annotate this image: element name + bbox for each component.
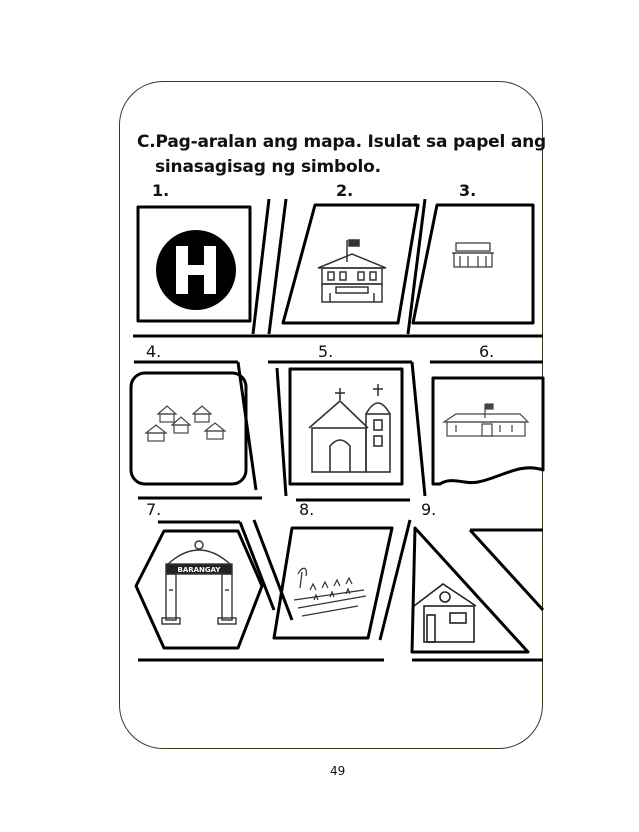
road-line [253, 199, 269, 334]
item-number-3: 3. [459, 181, 477, 200]
instruction-line-2: sinasagisag ng simbolo. [155, 157, 381, 177]
house-icon [414, 584, 476, 642]
item-number-9: 9. [421, 500, 437, 519]
houses-icon [146, 406, 225, 441]
barangay-arch-icon [162, 541, 236, 624]
box-9 [412, 528, 528, 652]
instruction-line-1: Pag-aralan ang mapa. Isulat sa papel ang [155, 132, 546, 152]
box-2 [283, 205, 418, 323]
road-line [412, 362, 425, 496]
market-building-icon [452, 243, 494, 267]
item-number-5: 5. [318, 342, 334, 361]
box-6 [433, 378, 543, 484]
school-icon [444, 404, 528, 436]
page-number: 49 [330, 764, 346, 778]
item-number-7: 7. [146, 500, 162, 519]
item-number-2: 2. [336, 181, 354, 200]
hospital-h-icon [156, 230, 236, 310]
arch-sign-text: BARANGAY [177, 566, 221, 574]
road-line [380, 520, 410, 640]
church-icon [309, 384, 390, 472]
road-line [269, 199, 286, 334]
box-3 [413, 205, 533, 323]
municipal-hall-icon [318, 240, 386, 302]
item-number-8: 8. [299, 500, 315, 519]
item-number-4: 4. [146, 342, 162, 361]
item-number-6: 6. [479, 342, 495, 361]
road-line [277, 368, 286, 496]
item-number-1: 1. [152, 181, 170, 200]
farm-field-icon [294, 568, 366, 616]
box-5 [290, 369, 402, 484]
box-8 [274, 528, 392, 638]
section-letter: C. [137, 132, 156, 152]
road-line [470, 530, 543, 610]
